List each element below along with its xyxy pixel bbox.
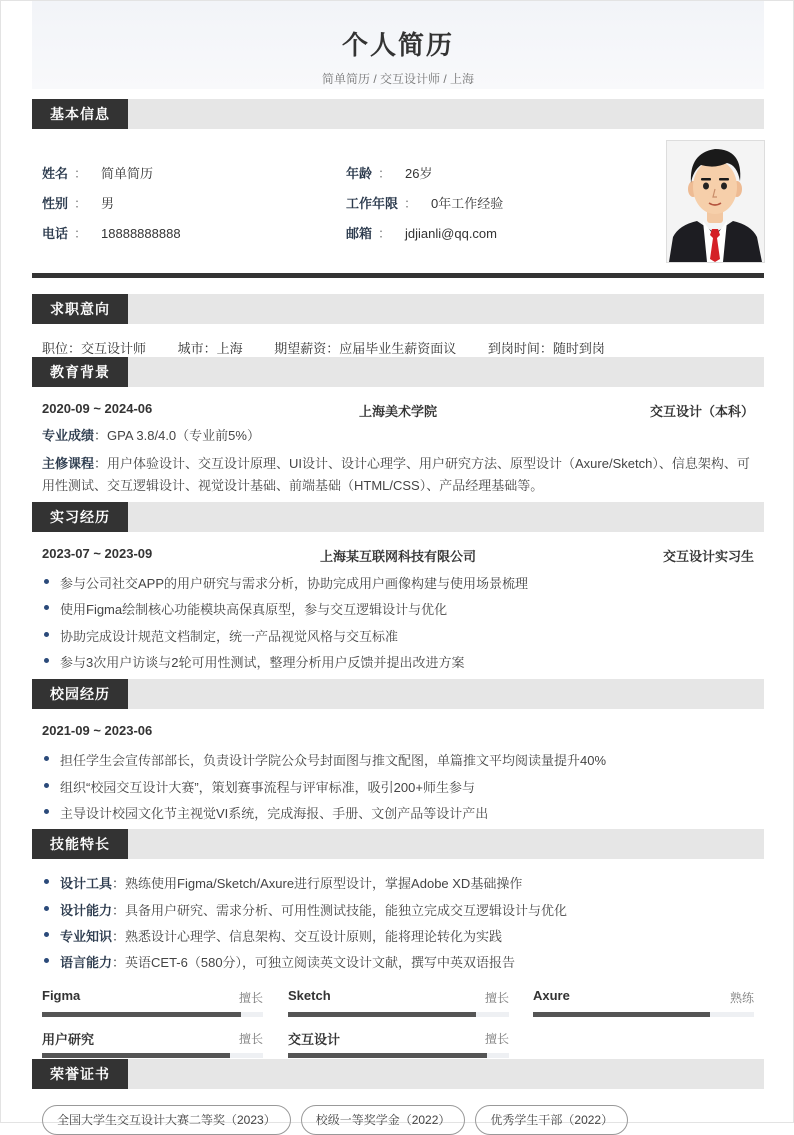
info-colon: ：	[404, 196, 418, 211]
info-gender	[42, 193, 114, 212]
info-value: 26岁	[405, 166, 433, 181]
score-label: 专业成绩	[42, 428, 95, 443]
skill-level: 擅长	[484, 991, 509, 1005]
skill-level: 擅长	[238, 991, 263, 1005]
list-item: 参与3次用户访谈与2轮可用性测试，整理分析用户反馈并提出改进方案	[42, 652, 754, 671]
honor-badge: 校级一等奖学金（2022）	[301, 1105, 466, 1135]
skill-text: ：熟悉设计心理学、信息架构、交互设计原则，能将理论转化为实践	[112, 929, 503, 944]
skill-track	[288, 1012, 509, 1017]
honors-list	[42, 1105, 638, 1135]
list-item: 组织“校园交互设计大赛”，策划赛事流程与评审标准，吸引200+师生参与	[42, 777, 754, 796]
info-colon: ：	[378, 166, 392, 181]
skill-text: ：英语CET-6（580分），可独立阅读英文设计文献，撰写中英双语报告	[112, 955, 516, 970]
intent-arrival: 到岗时间：随时到岗	[487, 341, 605, 356]
internship-period: 2023-07 ~ 2023-09	[42, 546, 153, 561]
skill-level: 熟练	[729, 991, 754, 1005]
list-item: 主导设计校园文化节主视觉VI系统，完成海报、手册、文创产品等设计产出	[42, 803, 754, 822]
info-label: 年龄	[346, 166, 373, 181]
honor-badge: 全国大学生交互设计大赛二等奖（2023）	[42, 1105, 291, 1135]
skill-track	[42, 1053, 263, 1058]
list-item: 使用Figma绘制核心功能模块高保真原型，参与交互逻辑设计与优化	[42, 599, 754, 618]
skill-fill	[42, 1012, 241, 1017]
section-label: 荣誉证书	[32, 1059, 128, 1089]
education-courses	[42, 453, 754, 497]
list-item	[42, 900, 754, 919]
page-subtitle: 简单简历 / 交互设计师 / 上海	[321, 72, 474, 86]
internship-role: 交互设计实习生	[662, 549, 754, 564]
section-honors	[32, 1059, 764, 1089]
education-score	[42, 425, 754, 447]
education-period: 2020-09 ~ 2024-06	[42, 401, 153, 416]
section-skills	[32, 829, 764, 859]
section-basic-info	[32, 99, 764, 129]
list-item	[42, 952, 754, 971]
section-label: 教育背景	[32, 357, 128, 387]
section-label: 实习经历	[32, 502, 128, 532]
job-intent-row	[42, 338, 633, 357]
intent-position: 职位：交互设计师	[42, 341, 147, 356]
courses-value: ：用户体验设计、交互设计原理、UI设计、设计心理学、用户研究方法、原型设计（Axure/Sketch）、信息架构、可用性测试、交互逻辑设计、视觉设计基础、前端基础（HTML/CSS）、产品经理基础等。	[42, 456, 750, 493]
info-age	[346, 163, 433, 182]
info-colon: ：	[74, 226, 88, 241]
skill-fill	[288, 1012, 476, 1017]
info-name	[42, 163, 153, 182]
campus-period: 2021-09 ~ 2023-06	[42, 723, 153, 738]
skill-name: 交互设计	[288, 1032, 341, 1047]
page-title: 个人简历	[341, 30, 454, 60]
section-education	[32, 357, 764, 387]
skill-fill	[533, 1012, 710, 1017]
info-value: 18888888888	[101, 226, 181, 241]
skill-fill	[42, 1053, 230, 1058]
score-value: ：GPA 3.8/4.0（专业前5%）	[94, 428, 260, 443]
info-email	[346, 223, 497, 242]
info-years	[346, 193, 503, 212]
skill-track	[533, 1012, 754, 1017]
skill-label: 语言能力	[60, 955, 113, 970]
list-item: 协助完成设计规范文档制定，统一产品视觉风格与交互标准	[42, 626, 754, 645]
honor-badge: 优秀学生干部（2022）	[475, 1105, 628, 1135]
list-item: 参与公司社交APP的用户研究与需求分析，协助完成用户画像构建与使用场景梳理	[42, 573, 754, 592]
avatar	[666, 140, 765, 263]
info-colon: ：	[378, 226, 392, 241]
skill-text: ：具备用户研究、需求分析、可用性测试技能，能独立完成交互逻辑设计与优化	[112, 903, 568, 918]
info-value: jdjianli@qq.com	[405, 226, 497, 241]
section-label: 技能特长	[32, 829, 128, 859]
resume-header	[32, 1, 764, 89]
skill-name: Axure	[533, 988, 570, 1003]
skill-label: 专业知识	[60, 929, 113, 944]
section-label: 求职意向	[32, 294, 128, 324]
section-campus	[32, 679, 764, 709]
skill-level: 擅长	[238, 1032, 263, 1046]
skill-label: 设计工具	[60, 876, 113, 891]
info-value: 简单简历	[101, 166, 154, 181]
section-job-intent	[32, 294, 764, 324]
list-item	[42, 926, 754, 945]
education-school: 上海美术学院	[358, 404, 437, 419]
info-value: 男	[101, 196, 115, 211]
section-internship	[32, 502, 764, 532]
avatar-illustration	[667, 141, 764, 262]
intent-city: 城市：上海	[177, 341, 243, 356]
info-label: 邮箱	[346, 226, 373, 241]
intent-salary: 期望薪资：应届毕业生薪资面议	[274, 341, 457, 356]
internship-company: 上海某互联网科技有限公司	[319, 549, 476, 564]
info-colon: ：	[74, 166, 88, 181]
section-label: 基本信息	[32, 99, 128, 129]
skill-name: Sketch	[288, 988, 331, 1003]
education-major: 交互设计（本科）	[649, 404, 754, 419]
info-label: 电话	[42, 226, 69, 241]
skill-text: ：熟练使用Figma/Sketch/Axure进行原型设计，掌握Adobe XD基础操作	[112, 876, 523, 891]
skill-track	[42, 1012, 263, 1017]
list-item	[42, 873, 754, 892]
info-label: 性别	[42, 196, 69, 211]
courses-label: 主修课程	[42, 456, 95, 471]
skill-level: 擅长	[484, 1032, 509, 1046]
section-label: 校园经历	[32, 679, 128, 709]
list-item: 担任学生会宣传部部长，负责设计学院公众号封面图与推文配图，单篇推文平均阅读量提升40%	[42, 750, 754, 769]
info-colon: ：	[74, 196, 88, 211]
info-label: 工作年限	[346, 196, 399, 211]
section-divider	[32, 273, 764, 278]
info-phone	[42, 223, 181, 242]
skill-name: Figma	[42, 988, 81, 1003]
skill-label: 设计能力	[60, 903, 113, 918]
info-label: 姓名	[42, 166, 69, 181]
skill-name: 用户研究	[42, 1032, 95, 1047]
info-value: 0年工作经验	[431, 196, 504, 211]
skill-fill	[288, 1053, 487, 1058]
skill-track	[288, 1053, 509, 1058]
